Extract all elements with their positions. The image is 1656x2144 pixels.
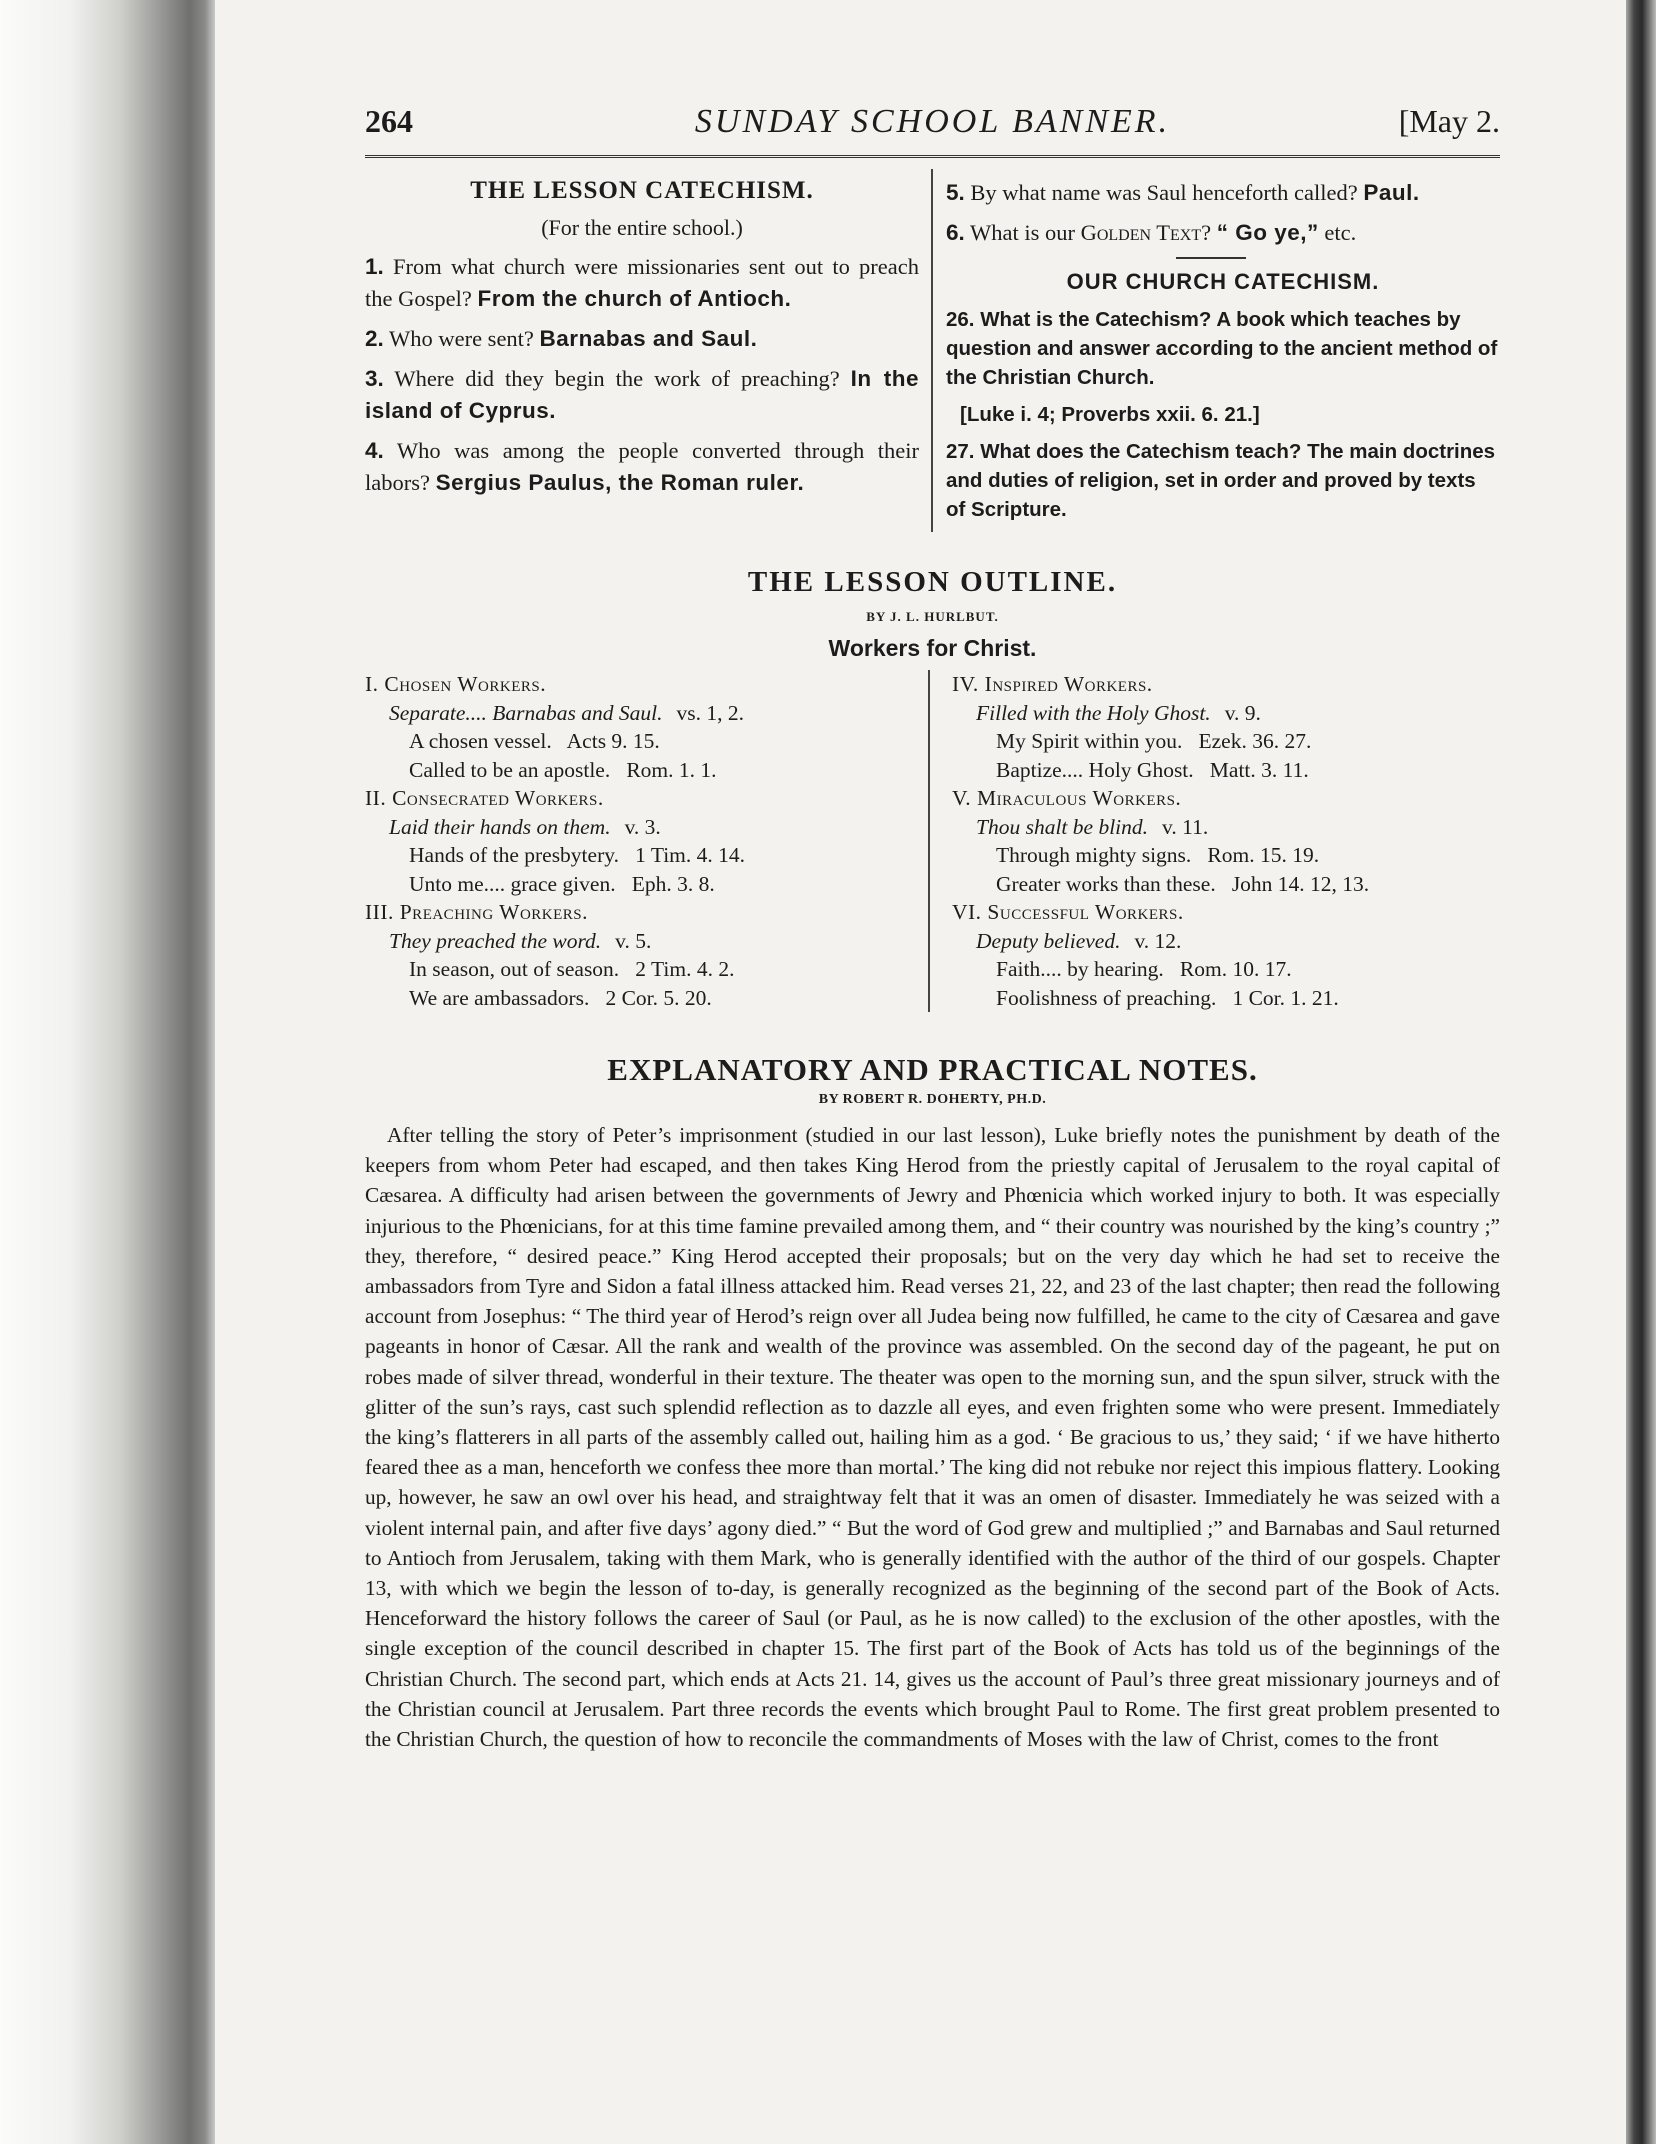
outline-item: Through mighty signs. Rom. 15. 19. <box>996 843 1320 867</box>
catechism-question: 1. From what church were missionaries sent out to preach the Gospel? From the church of Antioch. <box>365 254 919 311</box>
outline-item: A chosen vessel. Acts 9. 15. <box>409 729 660 753</box>
outline-subheading <box>952 699 1492 728</box>
catechism-question: 2. Who were sent? Barnabas and Saul. <box>365 326 758 351</box>
running-head <box>365 95 1500 155</box>
lesson-catechism <box>365 169 919 532</box>
outline-item: Called to be an apostle. Rom. 1. 1. <box>409 757 717 782</box>
scripture-reference: [Luke i. 4; Proverbs xxii. 6. 21.] <box>960 403 1260 426</box>
outline-item: We are ambassadors. 2 Cor. 5. 20. <box>409 985 712 1010</box>
outline-subheading <box>952 813 1492 842</box>
lesson-outline <box>365 670 1500 1012</box>
outline-subheading-text: Laid their hands on them. <box>389 814 611 839</box>
lesson-outline-byline: BY J. L. HURLBUT. <box>866 609 999 624</box>
page-number: 264 <box>365 103 413 139</box>
verse-reference: v. 11. <box>1162 814 1209 839</box>
lesson-outline-subtitle: Workers for Christ. <box>828 635 1037 661</box>
church-catechism-item: 26. What is the Catechism? A book which teaches by question and answer according to the ancient method of the Christian Church. <box>946 308 1498 389</box>
outline-item: My Spirit within you. Ezek. 36. 27. <box>996 729 1312 753</box>
church-catechism-title: OUR CHURCH CATECHISM. <box>1066 269 1380 294</box>
outline-item: Hands of the presbytery. 1 Tim. 4. 14. <box>409 843 746 867</box>
outline-item: Unto me.... grace given. Eph. 3. 8. <box>409 871 715 896</box>
outline-item: Greater works than these. John 14. 12, 13. <box>996 871 1370 896</box>
notes-byline: BY ROBERT R. DOHERTY, PH.D. <box>818 1092 1047 1107</box>
journal-title: SUNDAY SCHOOL BANNER. <box>694 103 1171 140</box>
outline-subheading-text: Filled with the Holy Ghost. <box>976 700 1211 725</box>
facing-page-gutter <box>1626 0 1656 2144</box>
issue-date: [May 2. <box>1398 103 1500 139</box>
lesson-outline-title: THE LESSON OUTLINE. <box>747 566 1118 598</box>
header-rule <box>365 155 1500 158</box>
outline-subheading-text: Separate.... Barnabas and Saul. <box>389 700 663 725</box>
book-page-edges <box>0 0 215 2144</box>
outline-heading: V. Miraculous Workers. <box>952 786 1182 810</box>
catechism-question: 6. What is our Golden Text? “ Go ye,” etc. <box>946 220 1357 245</box>
outline-heading: IV. Inspired Workers. <box>952 672 1153 696</box>
church-catechism-item: 27. What does the Catechism teach? The main doctrines and duties of religion, set in order and proved by texts of Scripture. <box>946 440 1496 521</box>
outline-subheading-text: Thou shalt be blind. <box>976 814 1149 839</box>
outline-left-column <box>365 670 910 1012</box>
notes-body: After telling the story of Peter’s imprisonment (studied in our last lesson), Luke briefly notes the punishment by death of the keepers from whom Peter had escaped, and then takes King Herod from the priestly capital of Jerusalem to the royal capital of Cæsarea. A difficulty had arisen between the governments of Jewry and Phœnicia which worked injury to both. It was especially injurious to the Phœnicians, for at this time famine prevailed among them, and “ their country was nourished by the king’s country ;” they, therefore, “ desired peace.” King Herod accepted their proposals; but on the very day which he had set to receive the ambassadors from Tyre and Sidon a fatal illness attacked him. Read verses 21, 22, and 23 of the last chapter; then read the following account from Josephus: “ The third year of Herod’s reign over all Judea being now fulfilled, he came to the city of Cæsarea and gave pageants in honor of Cæsar. All the rank and wealth of the province was assembled. On the second day of the pageant, he put on robes made of silver thread, wonderful in their texture. The theater was open to the morning sun, and the spun silver, struck with the glitter of the sun’s rays, cast such splendid reflection as to dazzle all eyes, and even frighten some who were present. Immediately the king’s flatterers in all parts of the assembly called out, hailing him as a god. ‘ Be gracious to us,’ they said; ‘ if we have hitherto feared thee as a man, henceforth we confess thee more than mortal.’ The king did not rebuke nor reject this impious flattery. Looking up, however, he saw an owl over his head, and straightway felt that it was an omen of disaster. Immediately he was seized with a violent internal pain, and after five days’ agony died.” “ But the word of God grew and multiplied ;” and Barnabas and Saul returned to Antioch from Jerusalem, taking with them Mark, who is generally identified with the author of the third of our gospels. Chapter 13, with which we begin the lesson of to-day, is generally recognized as the beginning of the second part of the Book of Acts. Henceforward the history follows the career of Saul (or Paul, as he is now called) to the exclusion of the other apostles, with the single exception of the council described in chapter 15. The first part of the Book of Acts has told us of the beginnings of the Christian Church. The second part, which ends at Acts 21. 14, gives us the account of Paul’s three great missionary journeys and of the Christian council at Jerusalem. Part three records the events which brought Paul to Rome. The first great problem presented to the Christian Church, the question of how to reconcile the commandments of Moses with the law of Christ, comes to the front <box>365 1123 1500 1752</box>
outline-item: Faith.... by hearing. Rom. 10. 17. <box>996 957 1292 981</box>
catechism-question: 3. Where did they begin the work of preaching? In the island of Cyprus. <box>365 366 920 423</box>
outline-subheading-text: Deputy believed. <box>976 928 1121 953</box>
short-divider <box>1176 257 1246 259</box>
lesson-catechism-subtitle: (For the entire school.) <box>541 215 743 240</box>
outline-item: In season, out of season. 2 Tim. 4. 2. <box>409 957 735 981</box>
outline-subheading <box>952 927 1492 956</box>
lesson-catechism-title: THE LESSON CATECHISM. <box>470 177 814 204</box>
outline-item: Foolishness of preaching. 1 Cor. 1. 21. <box>996 985 1339 1010</box>
column-rule <box>931 169 933 532</box>
outline-heading: VI. Successful Workers. <box>952 900 1184 924</box>
verse-reference: v. 3. <box>624 814 661 839</box>
verse-reference: v. 12. <box>1134 928 1182 953</box>
verse-reference: v. 5. <box>615 928 652 953</box>
outline-heading: I. Chosen Workers. <box>365 672 547 696</box>
outline-item: Baptize.... Holy Ghost. Matt. 3. 11. <box>996 757 1309 782</box>
outline-subheading <box>365 927 910 956</box>
column-rule <box>928 670 930 1012</box>
catechism-question: 5. By what name was Saul henceforth called? Paul. <box>946 180 1420 205</box>
verse-reference: v. 9. <box>1224 700 1261 725</box>
catechism-right-column <box>946 169 1500 532</box>
notes-title: EXPLANATORY AND PRACTICAL NOTES. <box>607 1052 1258 1087</box>
page <box>365 95 1500 2125</box>
outline-right-column <box>952 670 1492 1012</box>
outline-subheading-text: They preached the word. <box>389 928 602 953</box>
outline-heading: II. Consecrated Workers. <box>365 786 604 810</box>
outline-heading: III. Preaching Workers. <box>365 900 589 924</box>
catechism-section <box>365 169 1500 532</box>
outline-subheading <box>365 699 910 728</box>
verse-reference: vs. 1, 2. <box>676 700 745 725</box>
catechism-question: 4. Who was among the people converted through their labors? Sergius Paulus, the Roman ruler. <box>365 438 920 495</box>
outline-subheading <box>365 813 910 842</box>
